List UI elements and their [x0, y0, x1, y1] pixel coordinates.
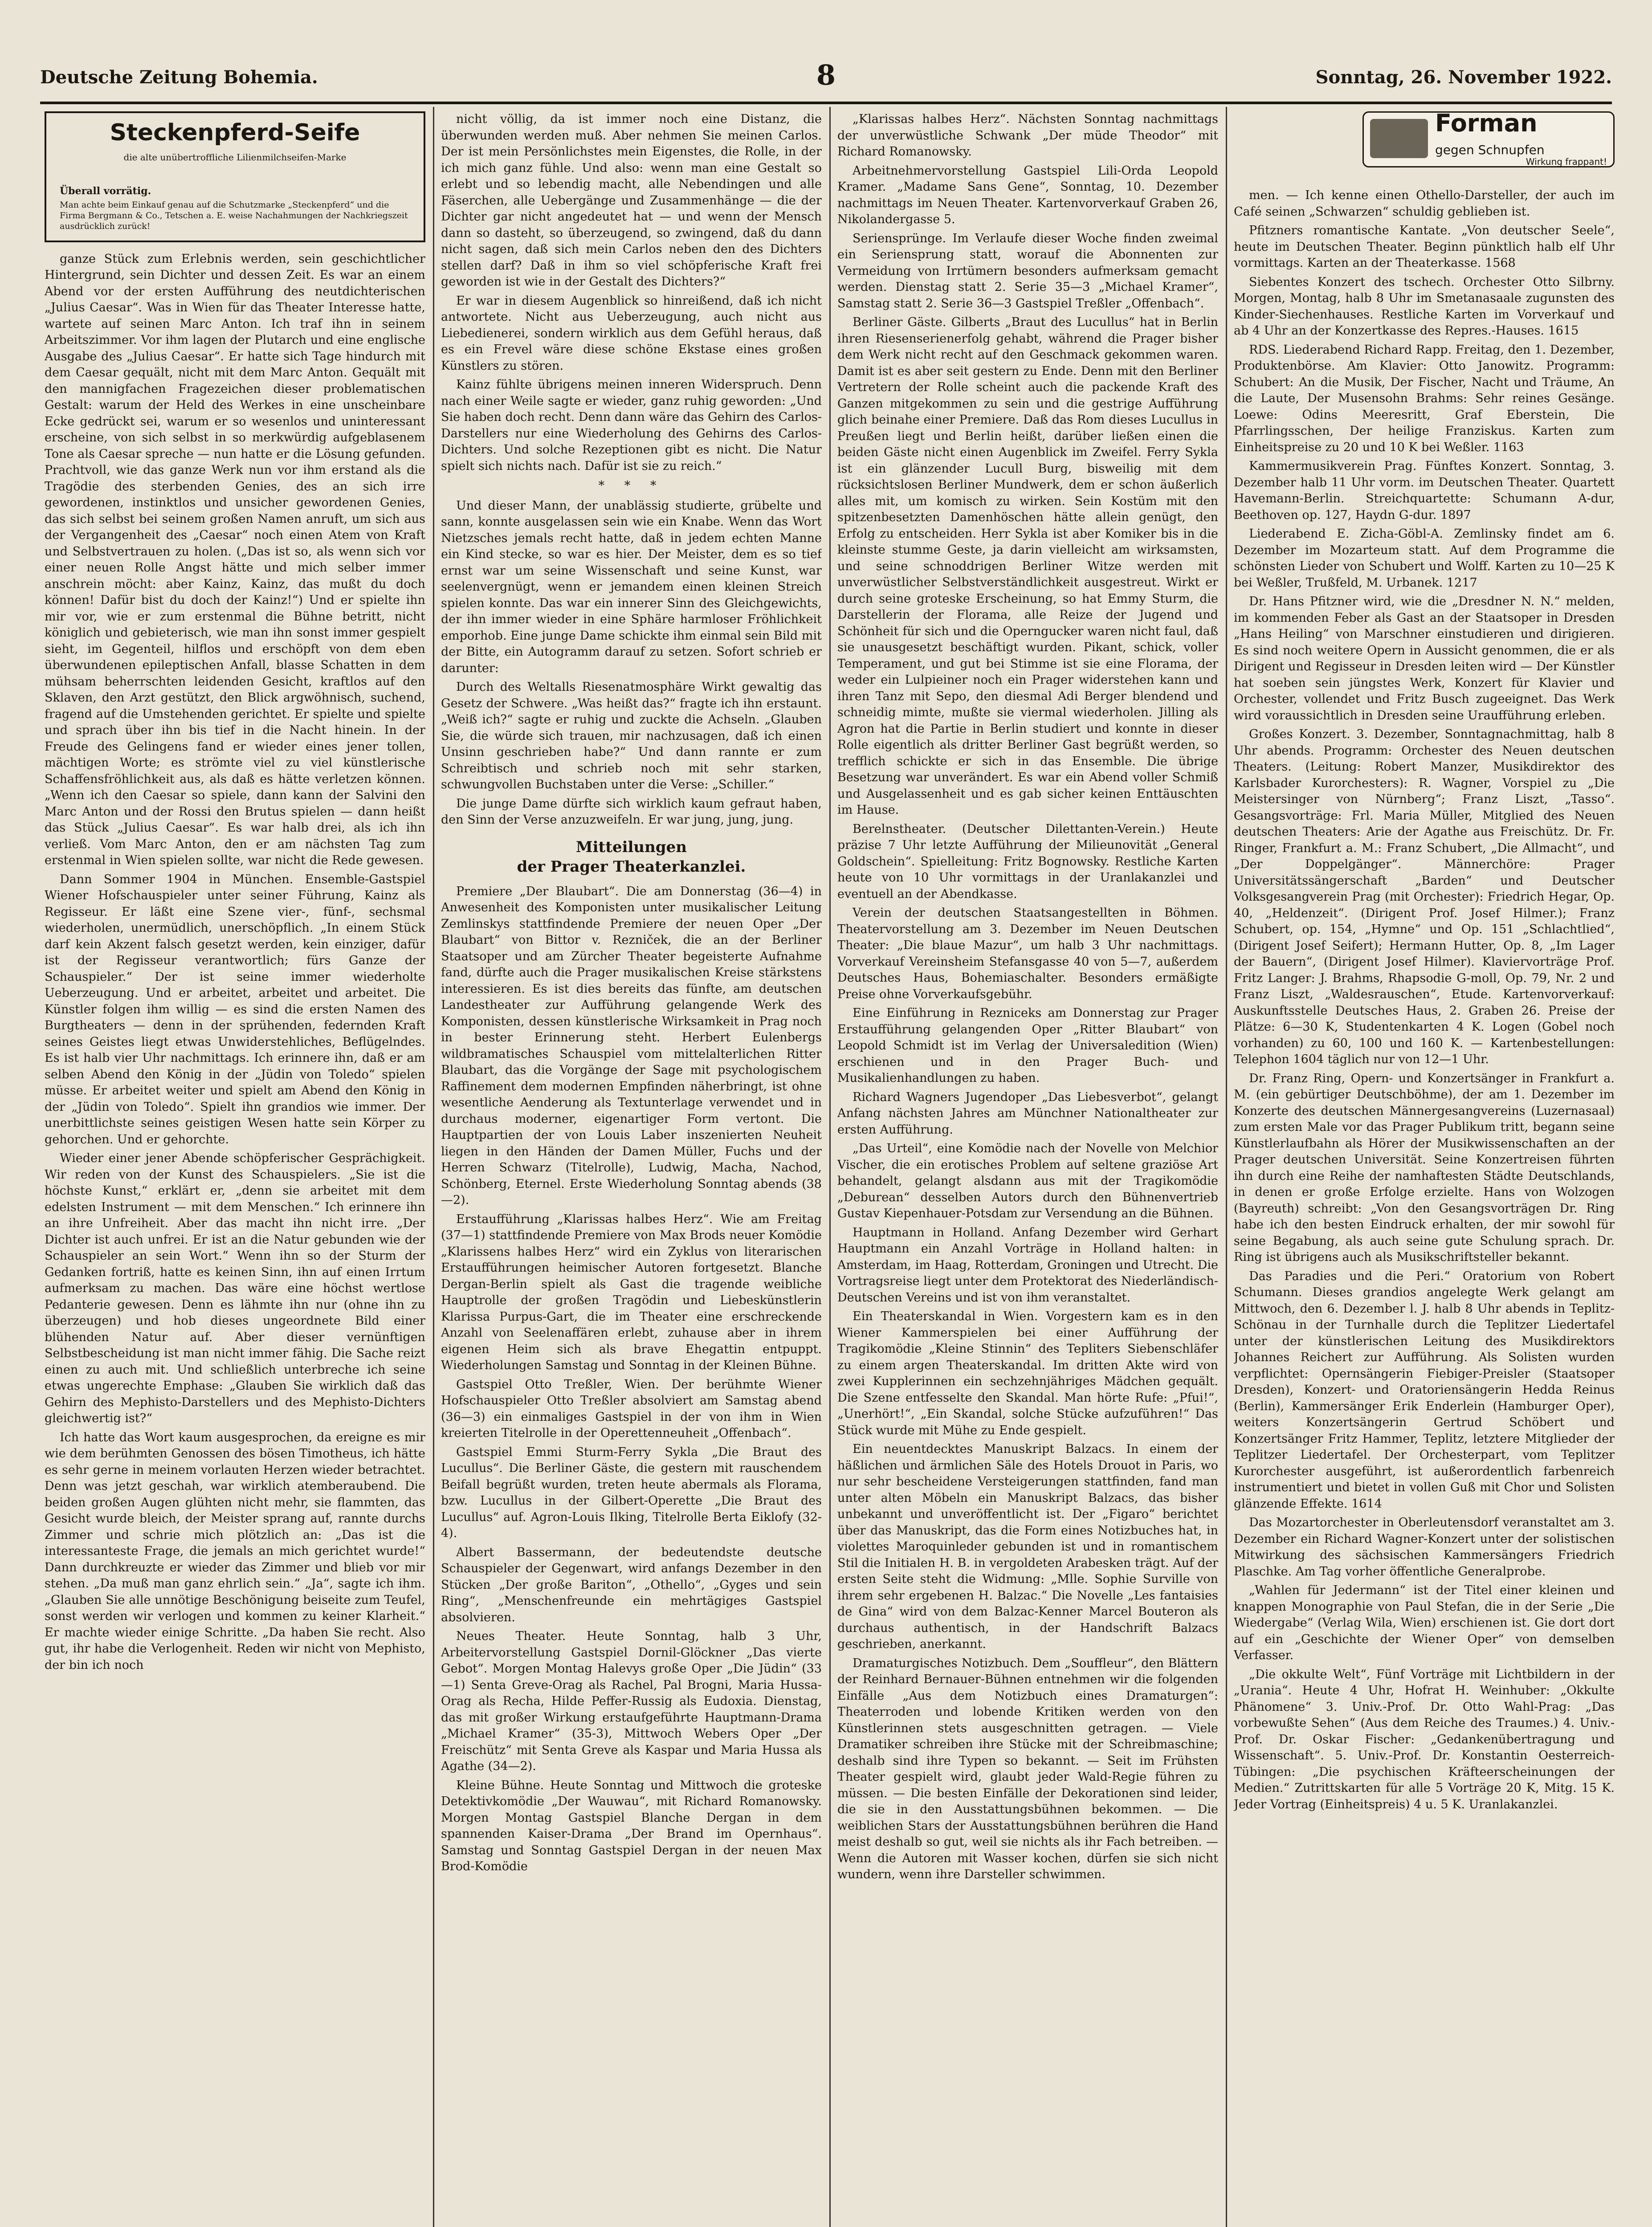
column-1	[45, 111, 425, 2227]
forman-ad-area	[1234, 111, 1615, 180]
forman-brand: Forman	[1435, 111, 1538, 137]
notice-paragraph: Kammermusikverein Prag. Fünftes Konzert. Sonntag, 3. Dezember halb 11 Uhr vorm. im Deutschen Theater. Quartett Havemann-Berlin. Streichquartette: Schumann A-dur, Beethoven op. 127, Haydn G-dur. 1897	[1234, 459, 1615, 522]
notice-paragraph: Arbeitnehmervorstellung Gastspiel Lili-Orda Leopold Kramer. „Madame Sans Gene“, Sonntag, 10. Dezember nachmittags im Neuen Theater. Kartenvorverkauf Graben 26, Nikolandergasse 5.	[837, 163, 1218, 226]
section-heading-line1: Mitteilungen	[576, 838, 687, 856]
notice-paragraph: Ein neuentdecktes Manuskript Balzacs. In einem der häßlichen und ärmlichen Säle des Hotels Drouot in Paris, wo nur sehr bescheidene Versteigerungen stattfinden, fand man unter alten Möbeln ein Manuskript Balzacs, das bisher unbekannt und unveröffentlicht ist. Der „Figaro“ berichtet über das Manuskript, das die Form eines Notizbuches hat, in violettes Maroquinleder gebunden ist und in romantischem Stil die Initialen H. B. in vergoldeten Arabesken trägt. Auf der ersten Seite steht die Widmung: „Mlle. Sophie Surville von ihrem sehr ergebenen H. Balzac.“ Die Novelle „Les fantaisies de Gina“ wird von dem Balzac-Kenner Marcel Bouteron als durchaus authentisch, in der Handschrift Balzacs geschrieben, anerkannt.	[837, 1442, 1218, 1651]
article-paragraph: nicht völlig, da ist immer noch eine Distanz, die überwunden werden muß. Aber nehmen Sie meinen Carlos. Der ist mein Persönlichstes mein Eigenstes, die Rolle, in der ich mich ganz fühle. Und also: wenn man eine Gestalt so erlebt und so lebendig macht, alle Nebendingen und alle Fäserchen, alle Uebergänge und Zusammenhänge — die der Dichter gar nicht angedeutet hat — und wenn der Mensch dann so dasteht, so überzeugend, so zwingend, daß du dann nicht sagen, daß sich mein Carlos neben den des Dichters stellen darf? Daß in ihm so viel schöpferische Kraft frei geworden ist wie in der Gestalt des Dichters?“	[441, 112, 822, 289]
notice-paragraph: „Die okkulte Welt“, Fünf Vorträge mit Lichtbildern in der „Urania“. Heute 4 Uhr, Hofrat H. Weinhuber: „Okkulte Phänomene“ 3. Univ.-Prof. Dr. Otto Wahl-Prag: „Das vorbewußte Sehen“ (Aus dem Reiche des Traumes.) 4. Univ.-Prof. Dr. Oskar Fischer: „Gedankenübertragung und Wissenschaft“. 5. Univ.-Prof. Dr. Konstantin Oesterreich-Tübingen: „Die psychischen Kräfteerscheinungen der Medien.“ Zutrittskarten für alle 5 Vorträge 20 K, Mitg. 15 K. Jeder Vortrag (Einheitspreis) 4 u. 5 K. Uranlakanzlei.	[1234, 1667, 1615, 1811]
column-rule	[1226, 107, 1227, 2227]
forman-ad	[1362, 111, 1615, 167]
column-2	[441, 111, 822, 2227]
column-3	[837, 111, 1218, 2227]
section-heading-line2: der Prager Theaterkanzlei.	[517, 857, 746, 876]
column-rule	[829, 107, 831, 2227]
section-separator: * * *	[598, 479, 665, 493]
notice-paragraph: Eine Einführung in Rezniceks am Donnerstag zur Prager Erstaufführung gelangenden Oper „Ritter Blaubart“ von Leopold Schmidt ist im Verlag der Universaledition (Wien) erschienen und in den Prager Buch- und Musikalienhandlungen zu haben.	[837, 1006, 1218, 1085]
notice-paragraph: Hauptmann in Holland. Anfang Dezember wird Gerhart Hauptmann ein Anzahl Vorträge in Holland halten: in Amsterdam, im Haag, Rotterdam, Groningen und Utrecht. Die Vortragsreise liegt unter dem Protektorat des Niederländisch-Deutschen Vereins und ist von ihm veranstaltet.	[837, 1225, 1218, 1305]
ad-availability: Überall vorrätig.	[60, 185, 151, 197]
notice-paragraph: „Das Urteil“, eine Komödie nach der Novelle von Melchior Vischer, die ein erotisches Problem auf seltene graziöse Art behandelt, gelangt alsdann aus mit der Tragikomödie „Deburean“ desselben Autors durch den Bühnenvertrieb Gustav Kiepenhauer-Potsdam zur Versendung an die Bühnen.	[837, 1142, 1218, 1220]
ad-title: Steckenpferd-Seife	[110, 119, 360, 146]
notice-paragraph: Ein Theaterskandal in Wien. Vorgestern kam es in den Wiener Kammerspielen bei einer Aufführung der Tragikomödie „Kleine Stinnin“ des Tepliters Siebenschläfer zu einem argen Theaterskandal. Im dritten Akte wird von zwei Kupplerinnen ein sechzehnjähriges Mädchen gequält. Die Szene entfesselte den Skandal. Man hörte Rufe: „Pfui!“, „Unerhört!“, „Ein Skandal, solche Stücke aufzuführen!“ Das Stück wurde mit Mühe zu Ende gespielt.	[837, 1309, 1218, 1437]
forman-line1: gegen Schnupfen	[1435, 143, 1545, 157]
article-paragraph: ganze Stück zum Erlebnis werden, sein geschichtlicher Hintergrund, sein Dichter und dessen Zeit. Es war an einem Abend vor der ersten Aufführung des neutdichterischen „Julius Caesar“. Was in Wien für das Theater Interesse hatte, wartete auf seinen Marc Anton. Ich traf ihn in seinem Arbeitszimmer. Vor ihm lagen der Plutarch und eine englische Ausgabe des „Julius Caesar“. Er hatte sich Tage hindurch mit dem Caesar gequält, nicht mit dem Marc Anton. Gequält mit den mannigfachen Fragezeichen dieser problematischen Gestalt: warum der Held des Werkes in eine unscheinbare Ecke gedrückt sei, warum er so wesenlos und uninteressant erscheine, von sich selbst in so merkwürdig aufgeblasenem Tone als Caesar spreche — nun hatte er die Lösung gefunden. Prachtvoll, wie das ganze Werk nun vor ihm erstand als die Tragödie des sterbenden Genies, des an sich irre gewordenen, instinktlos und unsicher gewordenen Genies, das sich selbst bei seinem großen Namen anruft, um sich aus der Vergangenheit des „Caesar“ noch einen Atem von Kraft und Selbstvertrauen zu holen. („Das ist so, als wenn sich vor einer neuen Rolle Angst hätte und mich selber immer anschrein möcht: aber Kainz, Kainz, das mußt du doch können! Dafür bist du doch der Kainz!“) Und er spielte ihn mir vor, wie er zum erstenmal die Bühne betritt, nicht königlich und gebieterisch, wie man ihn sonst immer gespielt sieht, im Gegenteil, hilflos und erschöpft von dem eben überwundenen epileptischen Anfall, blasse Schatten in dem mühsam beherrschten leidenden Gesicht, kraftlos auf den Sklaven, den Arzt gestützt, den Blick argwöhnisch, suchend, fragend auf die Umstehenden gerichtet. Er spielte und spielte und sprach über ihn bis tief in die Nacht hinein. In der Freude des Gelingens fand er wieder eines jener tollen, mächtigen Worte; es strömte viel zu viel künstlerische Schaffensfröhlichkeit aus, als daß es hätte verletzen können. „Wenn ich den Caesar so spiele, dann kann der Salvini den Marc Anton und der Rossi den Brutus spielen — dann heißt das Stück „Julius Caesar“. Es war halb drei, als ich ihn verließ. Vom Marc Anton, den er am nächsten Tag zum erstenmal in Wien spielen sollte, war nicht die Rede gewesen.	[45, 252, 425, 867]
page-number: 8	[816, 59, 836, 91]
notice-paragraph: Premiere „Der Blaubart“. Die am Donnerstag (36—4) in Anwesenheit des Komponisten unter musikalischer Leitung Zemlinskys stattfindende Premiere der neuen Oper „Der Blaubart“ von Bittor v. Rezniček, die an der Berliner Staatsoper und am Zürcher Theater begeisterte Aufnahme fand, dürfte auch die Prager musikalischen Kreise stärkstens interessieren. Es ist dies bereits das fünfte, am deutschen Landestheater zur Aufführung gelangende Werk des Komponisten, dessen künstlerische Wirksamkeit in Prag noch in bester Erinnerung steht. Herbert Eulenbergs wildbramatisches Schauspiel vom mittelalterlichen Ritter Blaubart, das die Vorgänge der Sage mit psychologischem Raffinement dem modernen Empfinden näherbringt, ist ohne wesentliche Aenderung als Textunterlage verwendet und in durchaus moderner, eigenartiger Form vertont. Die Hauptpartien der von Louis Laber inszenierten Neuheit liegen in den Händen der Damen Müller, Fuchs und der Herren Schwarz (Titelrolle), Ludwig, Macha, Nachod, Schönberg, Eternel. Erste Wiederholung Sonntag abends (38—2).	[441, 884, 822, 1207]
notice-paragraph: men. — Ich kenne einen Othello-Darsteller, der auch im Café seinen „Schwarzen“ schuldig geblieben ist.	[1234, 188, 1615, 219]
notice-paragraph: Albert Bassermann, der bedeutendste deutsche Schauspieler der Gegenwart, wird anfangs Dezember in den Stücken „Der große Bariton“, „Othello“, „Gyges und sein Ring“, „Menschenfreunde ein mehrtägiges Gastspiel absolvieren.	[441, 1545, 822, 1624]
issue-date: Sonntag, 26. November 1922.	[1315, 67, 1612, 88]
notice-paragraph: Neues Theater. Heute Sonntag, halb 3 Uhr, Arbeitervorstellung Gastspiel Dornil-Glöckner „Das vierte Gebot“. Morgen Montag Halevys große Oper „Die Jüdin“ (33—1) Senta Greve-Orag als Rachel, Pal Brogni, Maria Hussa-Orag als Recha, Hilde Peffer-Russig als Eudoxia. Dienstag, das mit großer Wirkung erstaufgeführte Hauptmann-Drama „Michael Kramer“ (35-3), Mittwoch Webers Oper „Der Freischütz“ mit Senta Greve als Kaspar und Maria Hussa als Agathe (34—2).	[441, 1629, 822, 1773]
notice-paragraph: Großes Konzert. 3. Dezember, Sonntagnachmittag, halb 8 Uhr abends. Programm: Orchester des Neuen deutschen Theaters. (Leitung: Robert Manzer, Musikdirektor des Karlsbader Kurorchesters): R. Wagner, Vorspiel zu „Die Meistersinger von Nürnberg“; Franz Liszt, „Tasso“. Gesangsvorträge: Frl. Maria Müller, Mitglied des Neuen deutschen Theaters: Arie der Agathe aus Freischütz. Dr. Fr. Ringer, Frankfurt a. M.: Franz Schubert, „Die Allmacht“, und „Der Doppelgänger“. Männerchöre: Prager Universitätssängerschaft „Barden“ und Deutscher Volksgesangverein Prag (mit Orchester): Friedrich Hegar, Op. 40, „Heldenzeit“. (Dirigent Prof. Josef Hilmer.); Franz Schubert, op. 154, „Hymne“ und Op. 151 „Schlachtlied“, (Dirigent Josef Seifert); Hermann Hutter, Op. 8, „Im Lager der Bauern“, (Dirigent Josef Hilmer). Klaviervorträge Prof. Fritz Langer: J. Brahms, Rhapsodie G-moll, Op. 79, Nr. 2 und Franz Liszt, „Waldesrauschen“, Etude. Kartenvorverkauf: Auskunftsstelle Deutsches Haus, 2. Graben 26. Preise der Plätze: 6—30 K, Studentenkarten 4 K. Logen (Gobel noch vorhanden) zu 60, 100 und 160 K. — Kartenbestellungen: Telephon 1604 täglich nur von 12—1 Uhr.	[1234, 727, 1615, 1066]
column-rule	[433, 107, 434, 2227]
ad-subtitle: die alte unübertroffliche Lilienmilchseifen-Marke	[123, 151, 347, 163]
notice-paragraph: Gastspiel Otto Treßler, Wien. Der berühmte Wiener Hofschauspieler Otto Treßler absolviert am Samstag abend (36—3) ein einmaliges Gastspiel in der von ihm in Wien kreierten Titelrolle in der Operettenneuheit „Offenbach“.	[441, 1377, 822, 1440]
notice-paragraph: Pfitzners romantische Kantate. „Von deutscher Seele“, heute im Deutschen Theater. Beginn pünktlich halb elf Uhr vormittags. Karten an der Theaterkasse. 1568	[1234, 224, 1615, 270]
forman-line2: Wirkung frappant!	[1526, 156, 1607, 167]
header-rule	[40, 102, 1612, 104]
notice-paragraph: Das Mozartorchester in Oberleutensdorf veranstaltet am 3. Dezember ein Richard Wagner-Konzert unter der solistischen Mitwirkung des sächsischen Kammersängers Friedrich Plaschke. Am Tag vorher öffentliche Generalprobe.	[1234, 1516, 1615, 1578]
notice-paragraph: Liederabend E. Zicha-Göbl-A. Zemlinsky findet am 6. Dezember im Mozarteum statt. Auf dem Programme die schönsten Lieder von Schubert und Wolff. Karten zu 10—25 K bei Weßler, Trußfeld, M. Urbanek. 1217	[1234, 527, 1615, 590]
ad-note: Man achte beim Einkauf genau auf die Schutzmarke „Steckenpferd“ und die Firma Bergmann & Co., Tetschen a. E. weise Nachahmungen der Nachkriegszeit ausdrücklich zurück!	[60, 200, 408, 231]
article-paragraph: Kainz fühlte übrigens meinen inneren Widerspruch. Denn nach einer Weile sagte er wieder, ganz ruhig geworden: „Und Sie haben doch recht. Denn dann wäre das Gehirn des Carlos-Darstellers nur eine Wiederholung des Gehirns des Carlos-Dichters. Und solche Rezeptionen gibt es nicht. Die Natur spielt sich nichts nach. Dafür ist sie zu reich.“	[441, 378, 822, 473]
page-header	[40, 59, 1612, 98]
notice-paragraph: „Wahlen für Jedermann“ ist der Titel einer kleinen und knappen Monographie von Paul Stefan, die in der Serie „Die Wiedergabe“ (Verlag Wila, Wien) erschienen ist. Gie dort dort auf ein „Geschichte der Wiener Oper“ von demselben Verfasser.	[1234, 1583, 1615, 1662]
column-4	[1234, 111, 1615, 2227]
article-paragraph: Dann Sommer 1904 in München. Ensemble-Gastspiel Wiener Hofschauspieler unter seiner Führung, Kainz als Regisseur. Er läßt eine Szene vier-, fünf-, sechsmal wiederholen, unermüdlich, unerschöpflich. „In einem Stück darf kein Akzent falsch gesetzt werden, kein einziger, dafür ist der Regisseur verantwortlich; fürs Ganze der Schauspieler.“ Der ist seine immer wiederholte Ueberzeugung. Und er arbeitet, arbeitet und arbeitet. Die Künstler folgen ihm willig — es sind die ersten Namen des Burgtheaters — denn in der sprühenden, federnden Kraft seines Geistes liegt etwas Unwiderstehliches, Beflügelndes. Es ist halb vier Uhr nachmittags. Ich erinnere ihn, daß er am selben Abend den König in der „Jüdin von Toledo“ spielen müsse. Er arbeitet weiter und spielt am Abend den König in der „Jüdin von Toledo“. Spielt ihn grandios wie immer. Der unerbittlichste seines geistigen Wesen hatte sein Körper zu gehorchen. Und er gehorchte.	[45, 872, 425, 1146]
notice-paragraph: Seriensprünge. Im Verlaufe dieser Woche finden zweimal ein Seriensprung statt, worauf die Abonnenten zur Vermeidung von Irrtümern besonders aufmerksam gemacht werden. Dienstag statt 2. Serie 35—3 „Michael Kramer“, Samstag statt 2. Serie 36—3 Gastspiel Treßler „Offenbach“.	[837, 231, 1218, 310]
notice-paragraph: RDS. Liederabend Richard Rapp. Freitag, den 1. Dezember, Produktenbörse. Am Klavier: Otto Janowitz. Programm: Schubert: An die Musik, Der Fischer, Nacht und Träume, An die Laute, Der Musensohn Brahms: Sehr reines Gesänge. Loewe: Odins Meeresritt, Graf Eberstein, Die Pfarrlingsschen, Der heilige Franziskus. Karten zum Einheitspreise zu 20 und 10 K bei Weßler. 1163	[1234, 343, 1615, 454]
notice-paragraph: Dramaturgisches Notizbuch. Dem „Souffleur“, den Blättern der Reinhard Bernauer-Bühnen entnehmen wir die folgenden Einfälle „Aus dem Notizbuch eines Dramaturgen“: Theaterroden und lobende Kritiken werden von den Künstlerinnen stets ausgeschnitten getragen. — Viele Dramatiker schreiben ihre Stücke mit der Schreibmaschine; deshalb sind ihre Typen so bekannt. — Seit im Frühsten Theater gespielt wird, glaubt jeder Wald-Regie führen zu müssen. — Die besten Einfälle der Dekorationen sind leider, die sie in den Ausstattungsbühnen bekommen. — Die weiblichen Stars der Ausstattungsbühnen berühren die Hand meist deshalb so gut, weil sie nichts als ihr Fach betreiben. — Wenn die Autoren mit Wasser kochen, dürfen sie sich nicht wundern, wenn ihre Darsteller schwimmen.	[837, 1656, 1218, 1881]
notice-paragraph: Kleine Bühne. Heute Sonntag und Mittwoch die groteske Detektivkomödie „Der Wauwau“, mit Richard Romanowsky. Morgen Montag Gastspiel Blanche Dergan in dem spannenden Kaiser-Drama „Der Brand im Opernhaus“. Samstag und Sonntag Gastspiel Dergan in der neuen Max Brod-Komödie	[441, 1778, 822, 1873]
notice-paragraph: Berliner Gäste. Gilberts „Braut des Lucullus“ hat in Berlin ihren Riesenserienerfolg gehabt, während die Prager bisher dem Werk nicht recht auf den Geschmack gekommen waren. Damit ist es aber seit gestern zu Ende. Denn mit den Berliner Vertretern der Rolle scheint auch die packende Kraft des Ganzen mitgekommen zu sein und die gestrige Aufführung glich beinahe einer Premiere. Daß das Rom dieses Lucullus in Preußen liegt und Berlin heißt, darüber ließen einen die beiden Gäste nicht einen Augenblick im Zweifel. Ferry Sykla ist ein glänzender Lucull Burg, bisweilig mit dem rücksichtslosen Berliner Mundwerk, dem er schon äußerlich alles mit, um komisch zu wirken. Sein Kostüm mit den spitzenbesetzten Damenhöschen hätte allein genügt, den Erfolg zu entscheiden. Herr Sykla ist aber Komiker bis in die kleinste stumme Geste, ja darin vielleicht am wirksamsten, und seine schnoddrigen Berliner Witze werden mit unverwüstlicher Selbstverständlichkeit ausgestreut. Wirkt er durch seine groteske Erscheinung, so hat Emmy Sturm, die Darstellerin der Florama, alle Reize der Jugend und Schönheit für sich und die Operngucker waren nicht faul, daß sie unausgesetzt beschäftigt wurden. Pikant, schick, voller Temperament, und gut bei Stimme ist sie eine Florama, der weder ein Lulpieiner noch ein Prager widerstehen kann und ihren Tanz mit Sepo, den diesmal Adi Berger blendend und schneidig mimte, mußte sie viermal wiederholen. Jilling als Agron hat die Partie in Berlin studiert und konnte in dieser Rolle eigentlich als dritter Berliner Gast begrüßt werden, so trefflich schickte er sich in das Ensemble. Die übrige Besetzung war unverändert. Es war ein Abend voller Schmiß und Ausgelassenheit und es gab sicher keinen Enttäuschten im Hause.	[837, 315, 1218, 817]
article-paragraph: Ich hatte das Wort kaum ausgesprochen, da ereigne es mir wie dem berühmten Genossen des bösen Timotheus, ich hätte es sehr gerne in meinem vorlauten Herzen wieder betrachtet. Denn was jetzt geschah, war wirklich atemberaubend. Die beiden großen Augen glühten nicht mehr, sie flammten, das Gesicht wurde bleich, der Meister sprang auf, rannte durchs Zimmer und schrie mich plötzlich an: „Das ist die interessanteste Frage, die jemals an mich gerichtet wurde!“ Dann durchkreuzte er wieder das Zimmer und blieb vor mir stehen. „Da muß man ganz ehrlich sein.“ „Ja“, sagte ich ihm. „Glauben Sie alle unnötige Beschönigung beiseite zum Teufel, sonst werden wir verlogen und kommen zu keiner Klarheit.“ Er machte wieder einige Schritte. „Da haben Sie recht. Also gut, ihr habe die Verlogenheit. Reden wir nicht von Mephisto, der bin ich noch	[45, 1430, 425, 1672]
masthead-title: Deutsche Zeitung Bohemia.	[40, 67, 318, 88]
article-paragraph: Er war in diesem Augenblick so hinreißend, daß ich nicht antwortete. Nicht aus Ueberzeugung, auch nicht aus Liebedienerei, sondern wirklich aus dem Gefühl heraus, daß es ein Frevel wäre diese schöne Ekstase eines großen Künstlers zu stören.	[441, 294, 822, 373]
article-paragraph: Durch des Weltalls Riesenatmosphäre Wirkt gewaltig das Gesetz der Schwere. „Was heißt das?“ fragte ich ihn erstaunt. „Weiß ich?“ sagte er ruhig und zuckte die Achseln. „Glauben Sie, die würde sich trauen, mir nachzusagen, daß ich einen Unsinn geschrieben habe?“ Und dann rannte er zum Schreibtisch und schrieb noch mit sehr starken, schwungvollen Buchstaben unter die Verse: „Schiller.“	[441, 680, 822, 791]
notice-paragraph: Richard Wagners Jugendoper „Das Liebesverbot“, gelangt Anfang nächsten Jahres am Münchner Nationaltheater zur ersten Aufführung.	[837, 1090, 1218, 1137]
article-paragraph: Und dieser Mann, der unablässig studierte, grübelte und sann, konnte ausgelassen sein wie ein Knabe. Wenn das Wort Nietzsches jemals recht hatte, daß in jedem echten Manne ein Kind stecke, so war es hier. Der Meister, dem es so tief ernst war um seine Wissenschaft und seine Kunst, war seelenvergnügt, wenn er jemandem einen kleinen Streich spielen konnte. Das war ein innerer Sinn des Gleichgewichts, der ihn immer wieder in eine Sphäre harmloser Fröhlichkeit emporhob. Eine junge Dame schickte ihm einmal sein Bild mit der Bitte, ein Autogramm darauf zu setzen. Sofort schrieb er darunter:	[441, 498, 822, 675]
article-paragraph: Wieder einer jener Abende schöpferischer Gesprächigkeit. Wir reden von der Kunst des Schauspielers. „Sie ist die höchste Kunst,“ erklärt er, „denn sie arbeitet mit dem edelsten Instrument — mit dem Menschen.“ Ich erinnere ihn an ihre Unfreiheit. Aber das macht ihn nicht irre. „Der Dichter ist auch unfrei. Er ist an die Natur gebunden wie der Schauspieler an sein Wort.“ Wenn ihn so der Sturm der Gedanken fortriß, hatte es keinen Sinn, ihn auf einen Irrtum aufmerksam zu machen. Das wäre eine höchst wertlose Pedanterie gewesen. Denn es lähmte ihn nur (ohne ihn zu überzeugen) und hob dieses ungeordnete Bild einer blühenden Natur auf. Aber dieser vernünftigen Selbstbescheidung ist man nicht immer fähig. Die Sache reizt einen zu auch mit. Und schließlich unterbreche ich seine etwas ungerechte Emphase: „Glauben Sie wirklich daß das Gehirn des Mephisto-Darstellers und des Mephisto-Dichters gleichwertig ist?“	[45, 1151, 425, 1425]
notice-paragraph: Erstaufführung „Klarissas halbes Herz“. Wie am Freitag (37—1) stattfindende Premiere von Max Brods neuer Komödie „Klarissens halbes Herz“ wird ein Zyklus von literarischen Erstaufführungen heimischer Autoren fortgesetzt. Blanche Dergan-Berlin spielt als Gast die tragende weibliche Hauptrolle der großen Tragödin und Liebeskünstlerin Klarissa Purpus-Gart, die im Theater eine erschreckende Anzahl von Seelenaffären erlebt, zuhause aber in ihrem eigenen Heim sich als brave Ehegattin entpuppt. Wiederholungen Samstag und Sonntag in der Kleinen Bühne.	[441, 1212, 822, 1372]
notice-paragraph: Dr. Franz Ring, Opern- und Konzertsänger in Frankfurt a. M. (ein gebürtiger Deutschböhme), der am 1. Dezember im Konzerte des deutschen Männergesangvereins (Luzernasaal) zum ersten Male vor das Prager Publikum tritt, begann seine Künstlerlaufbahn als Hörer der Musikwissenschaften an der Prager deutschen Universität. Seine Konzertreisen führten ihn durch eine Reihe der namhaftesten Städte Deutschlands, in denen er große Erfolge erzielte. Hans von Wolzogen (Bayreuth) schreibt: „Von den Gesangsvorträgen Dr. Ring habe ich den besten Eindruck erhalten, der mir sowohl für seine Begabung, als auch seine gute Schulung sprach. Dr. Ring ist übrigens auch als Musikschriftsteller bekannt.	[1234, 1071, 1615, 1264]
steckenpferd-ad	[45, 111, 425, 242]
section-heading	[441, 837, 822, 877]
notice-paragraph: Verein der deutschen Staatsangestellten in Böhmen. Theatervorstellung am 3. Dezember im Neuen Deutschen Theater: „Die blaue Mazur“, um halb 3 Uhr nachmittags. Vorverkauf Vereinsheim Stefansgasse 40 von 5—7, außerdem Deutsches Haus, Bohemiaschalter. Besonders ermäßigte Preise ohne Vorverkaufsgebühr.	[837, 906, 1218, 1001]
notice-paragraph: Berelnstheater. (Deutscher Dilettanten-Verein.) Heute präzise 7 Uhr letzte Aufführung der Milieunovität „General Goldschein“. Spielleitung: Fritz Bognowsky. Restliche Karten heute von 10 Uhr vormittags in der Uranlakanzlei und eventuell an der Abendkasse.	[837, 822, 1218, 901]
article-paragraph: Die junge Dame dürfte sich wirklich kaum gefraut haben, den Sinn der Verse anzuzweifeln. Er war jung, jung, jung.	[441, 796, 822, 827]
notice-paragraph: Das Paradies und die Peri.“ Oratorium von Robert Schumann. Dieses grandios angelegte Werk gelangt am Mittwoch, den 6. Dezember l. J. halb 8 Uhr abends in Teplitz-Schönau in der Turnhalle durch die Teplitzer Liedertafel unter der künstlerischen Leitung des Musikdirektors Johannes Reichert zur Aufführung. Als Solisten wurden verpflichtet: Opernsängerin Fiebiger-Preisler (Staatsoper Dresden), Konzert- und Oratoriensängerin Hedda Reinus (Berlin), Kammersänger Erik Enderlein (Hamburger Oper), weiters Konzertsängerin Gertrud Schöbert und Konzertsänger Fritz Hammer, Teplitz, letztere Mitglieder der Teplitzer Liedertafel. Der Orchesterpart, vom Teplitzer Kurorchester ausgeführt, ist außerordentlich farbenreich instrumentiert und bietet in vollen Guß mit Chor und Solisten glänzende Effekte. 1614	[1234, 1269, 1615, 1511]
notice-paragraph: Gastspiel Emmi Sturm-Ferry Sykla „Die Braut des Lucullus“. Die Berliner Gäste, die gestern mit rauschendem Beifall begrüßt wurden, treten heute abermals als Florama, bzw. Lucullus in der Gilbert-Operette „Die Braut des Lucullus“ auf. Agron-Louis Ilking, Titelrolle Berta Eiklofy (32-4).	[441, 1445, 822, 1540]
notice-paragraph: Dr. Hans Pfitzner wird, wie die „Dresdner N. N.“ melden, im kommenden Feber als Gast an der Staatsoper in Dresden „Hans Heiling“ von Marschner einstudieren und dirigieren. Es sind noch weitere Opern in Aussicht genommen, die er als Dirigent und Regisseur in Dresden leiten wird — Der Künstler hat soeben sein jüngstes Werk, Konzert für Klavier und Orchester, vollendet und Fritz Busch zugeeignet. Das Werk wird voraussichtlich in Dresden seine Uraufführung erleben.	[1234, 595, 1615, 722]
forman-tin-image	[1370, 119, 1428, 158]
notice-paragraph: „Klarissas halbes Herz“. Nächsten Sonntag nachmittags der unverwüstliche Schwank „Der müde Theodor“ mit Richard Romanowsky.	[837, 112, 1218, 159]
notice-paragraph: Siebentes Konzert des tschech. Orchester Otto Silbrny. Morgen, Montag, halb 8 Uhr im Smetanasaale zugunsten des Kinder-Siechenhauses. Restliche Karten im Vorverkauf und ab 4 Uhr an der Konzertkasse des Repres.-Hauses. 1615	[1234, 275, 1615, 338]
